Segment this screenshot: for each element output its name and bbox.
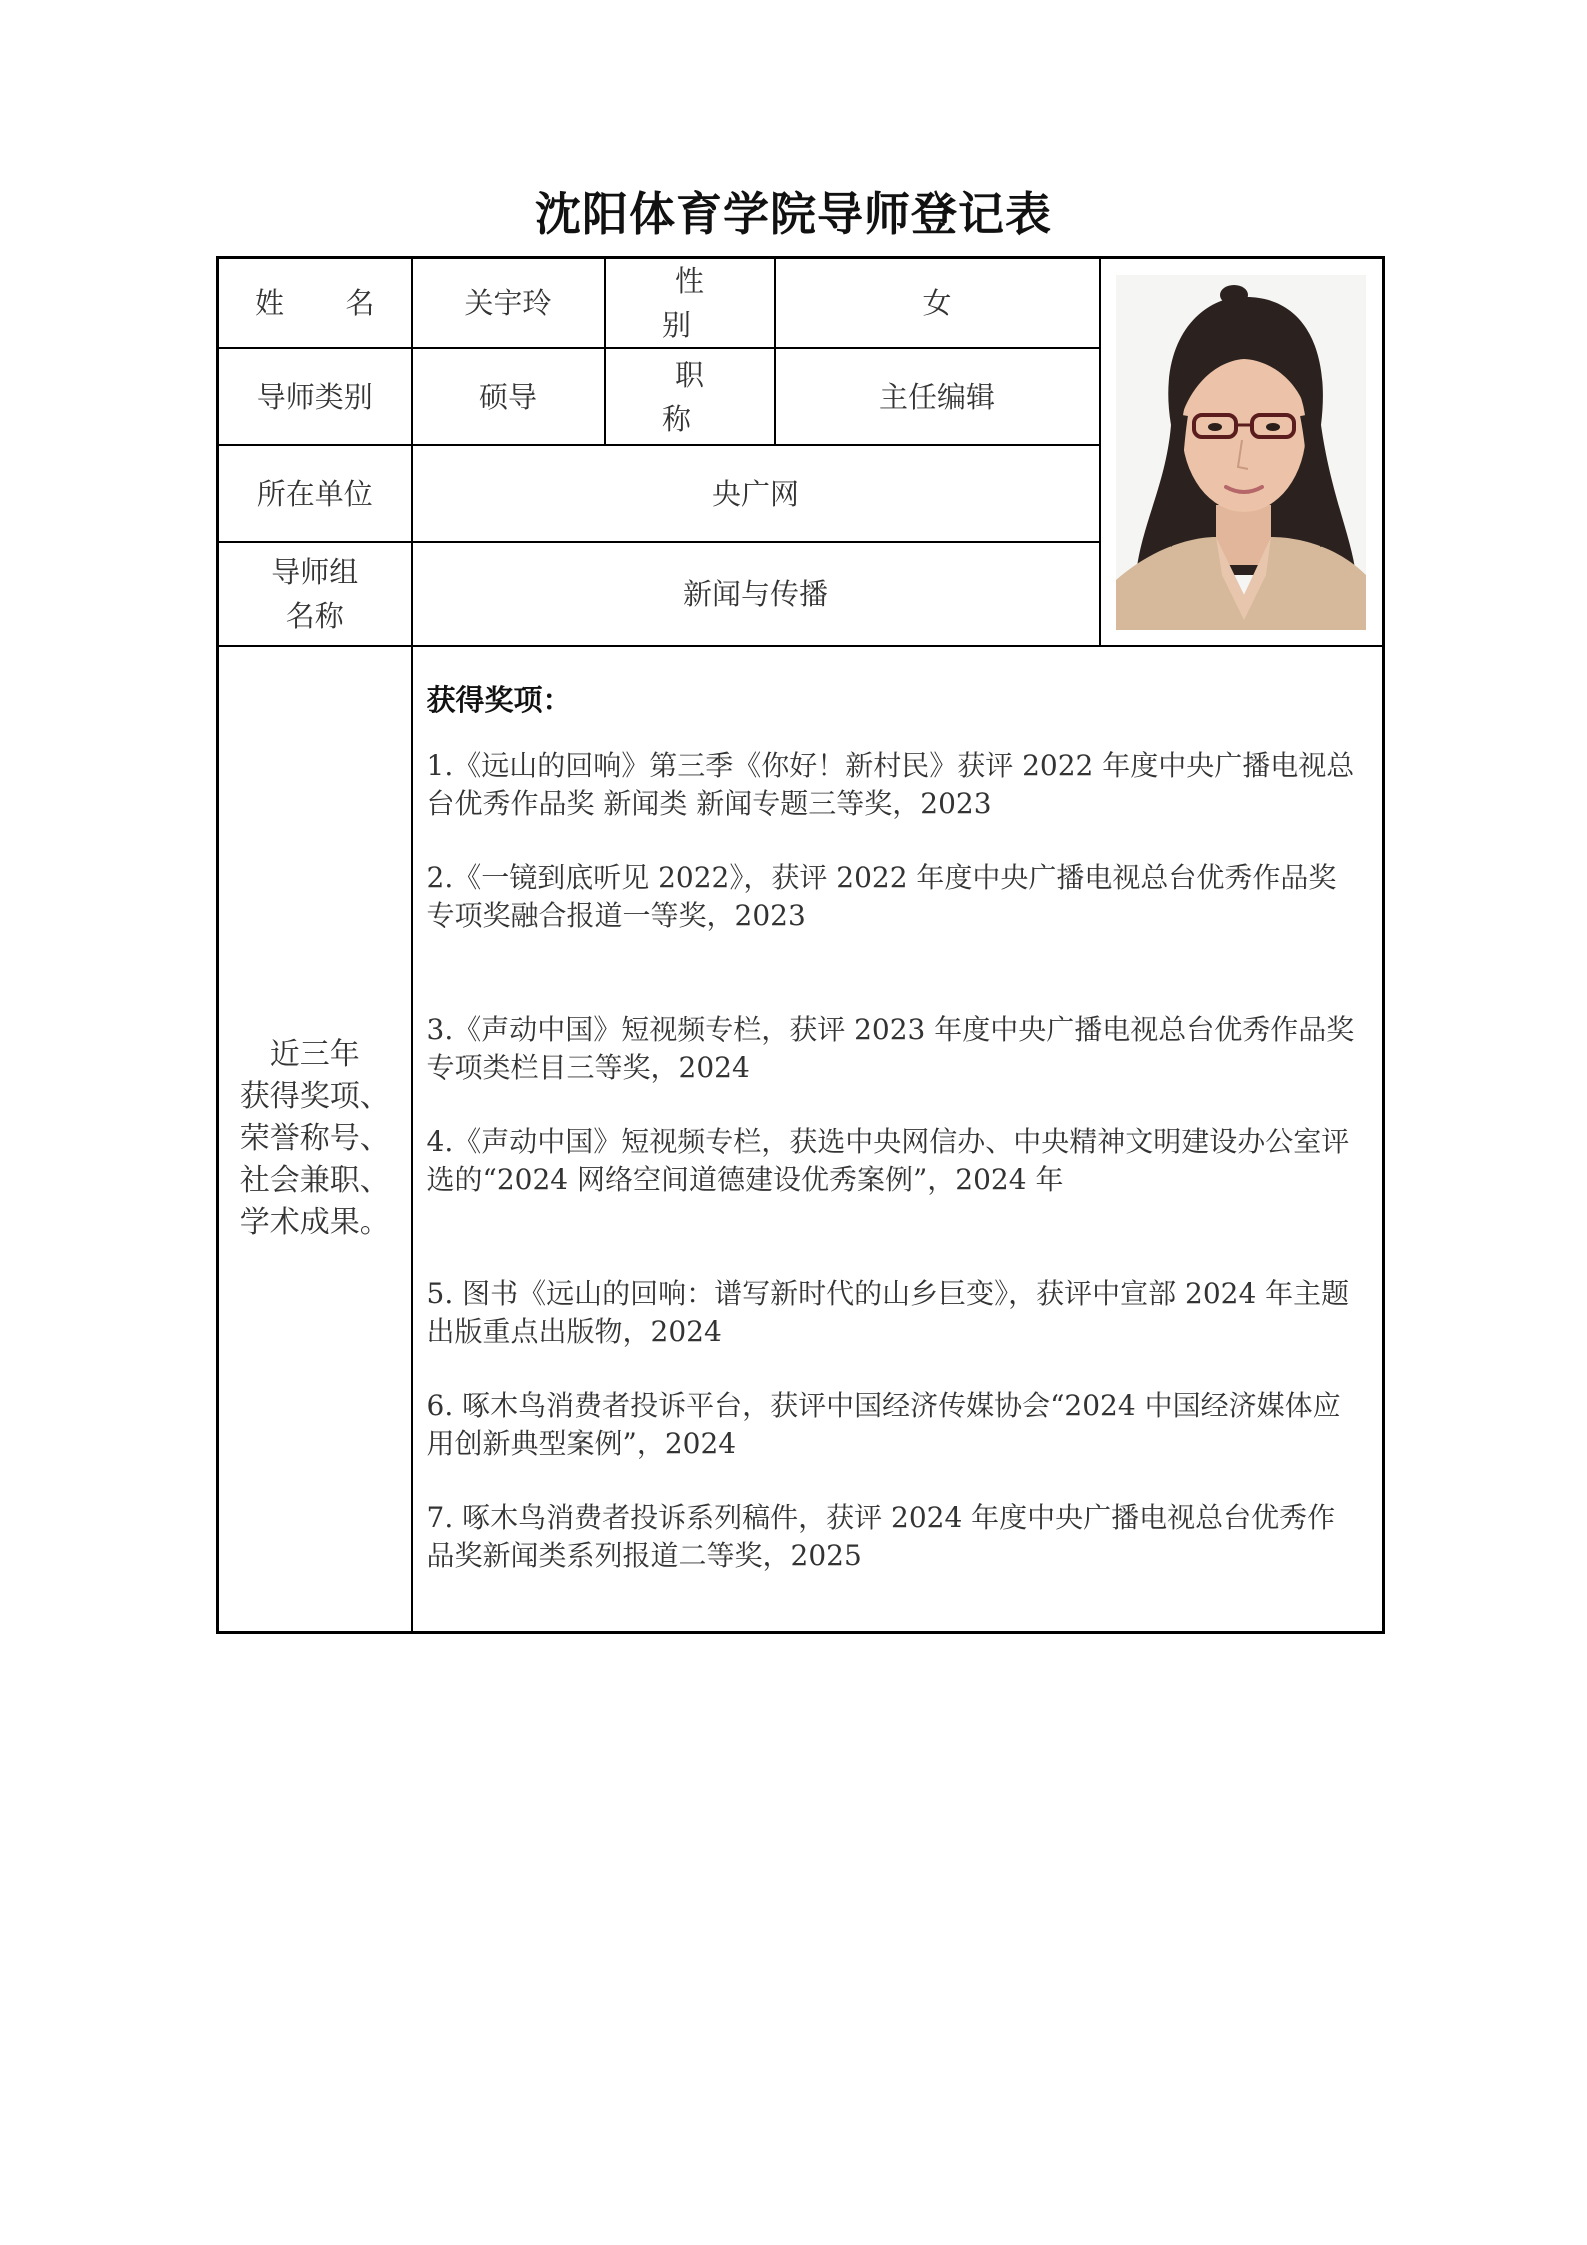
gender-label: 性 别 [605, 258, 775, 349]
achievements-label-line: 社会兼职、 [239, 1163, 390, 1198]
achievements-label-line: 近三年 [269, 1037, 360, 1072]
page-title: 沈阳体育学院导师登记表 [535, 187, 1052, 241]
award-item: 7. 啄木鸟消费者投诉系列稿件，获评 2024 年度中央广播电视总台优秀作品奖新闻类系列报道二等奖，2025 [426, 1501, 1336, 1572]
name-label: 姓 名 [218, 258, 412, 349]
achievements-label-line: 获得奖项、 [239, 1079, 390, 1114]
group-label [218, 542, 412, 646]
unit-label: 所在单位 [218, 445, 412, 542]
name-value: 关宇玲 [412, 258, 605, 349]
portrait-photo [1116, 275, 1366, 630]
photo-cell [1100, 258, 1384, 647]
type-label: 导师类别 [218, 348, 412, 445]
achievements-label-line: 学术成果。 [239, 1205, 390, 1240]
gender-value: 女 [775, 258, 1100, 349]
award-item: 3.《声动中国》短视频专栏，获评 2023 年度中央广播电视总台优秀作品奖专项类栏目三等奖，2024 [426, 1013, 1355, 1084]
type-value: 硕导 [412, 348, 605, 445]
award-item: 5. 图书《远山的回响：谱写新时代的山乡巨变》，获评中宣部 2024 年主题出版重点出版物，2024 [426, 1277, 1350, 1348]
group-label-line2: 名称 [285, 599, 344, 633]
award-item: 1.《远山的回响》第三季《你好！新村民》获评 2022 年度中央广播电视总台优秀作品奖 新闻类 新闻专题三等奖，2023 [426, 749, 1355, 820]
registration-table [216, 256, 1385, 1634]
rank-label: 职 称 [605, 348, 775, 445]
achievements-content [412, 646, 1384, 1633]
award-item: 4.《声动中国》短视频专栏，获选中央网信办、中央精神文明建设办公室评选的“2024 网络空间道德建设优秀案例”，2024 年 [426, 1125, 1350, 1196]
award-item: 6. 啄木鸟消费者投诉平台，获评中国经济传媒协会“2024 中国经济媒体应用创新典型案例”，2024 [426, 1389, 1341, 1460]
award-item: 2.《一镜到底听见 2022》，获评 2022 年度中央广播电视总台优秀作品奖专项奖融合报道一等奖，2023 [426, 861, 1337, 932]
portrait-image [1116, 275, 1366, 630]
awards-heading: 获得奖项： [426, 683, 572, 717]
group-label-line1: 导师组 [271, 555, 359, 589]
group-value: 新闻与传播 [412, 542, 1100, 646]
achievements-label [218, 646, 412, 1633]
rank-value: 主任编辑 [775, 348, 1100, 445]
achievements-label-line: 荣誉称号、 [239, 1121, 390, 1156]
unit-value: 央广网 [412, 445, 1100, 542]
